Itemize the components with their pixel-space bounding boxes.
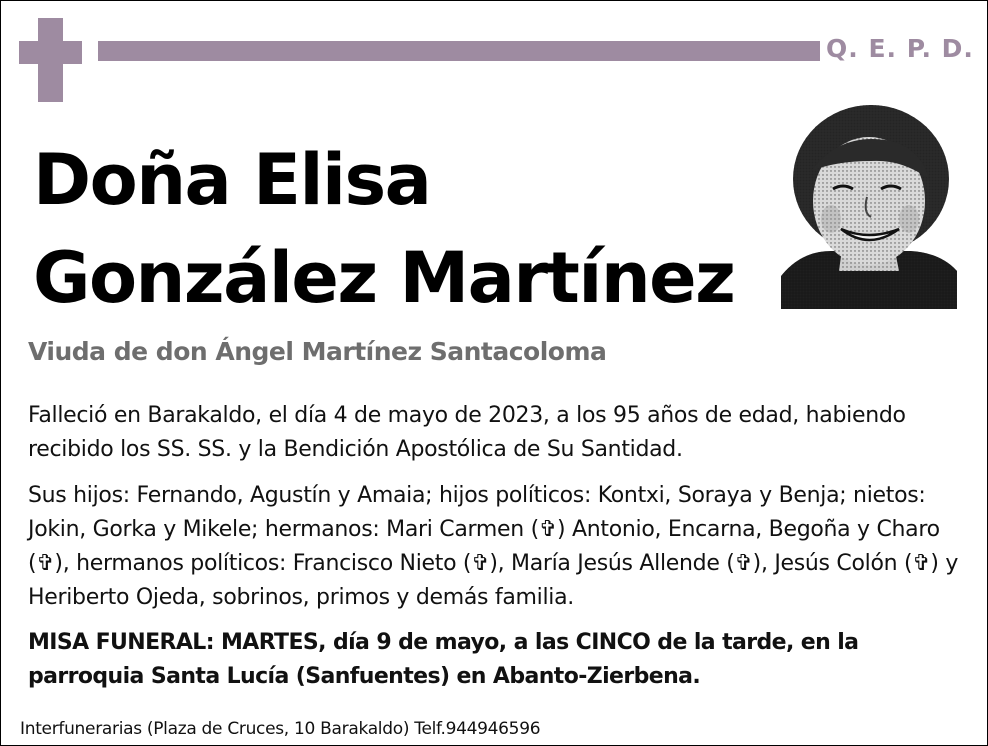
- portrait-photo: [781, 101, 957, 309]
- funeral-home-footer: Interfunerarias (Plaza de Cruces, 10 Barakaldo) Telf.944946596: [20, 719, 541, 739]
- header-bar: [98, 41, 820, 61]
- deceased-name: [33, 131, 773, 327]
- qepd-label: Q. E. P. D.: [826, 34, 974, 63]
- widow-line: Viuda de don Ángel Martínez Santacoloma: [28, 337, 607, 366]
- name-line-2: González Martínez: [33, 237, 735, 319]
- name-line-1: Doña Elisa: [33, 139, 431, 221]
- death-notice-paragraph: Falleció en Barakaldo, el día 4 de mayo de 2023, a los 95 años de edad, habiendo recibido los SS. SS. y la Bendición Apostólica de Su Santidad.: [28, 403, 906, 462]
- cross-icon-arm: [19, 41, 82, 64]
- funeral-mass-paragraph: MISA FUNERAL: MARTES, día 9 de mayo, a las CINCO de la tarde, en la parroquia Santa Lucía (Sanfuentes) en Abanto-Zierbena.: [28, 630, 859, 689]
- family-paragraph: Sus hijos: Fernando, Agustín y Amaia; hijos políticos: Kontxi, Soraya y Benja; nietos: Jokin, Gorka y Mikele; hermanos: Mari Carmen (✞) Antonio, Encarna, Begoña y Charo (✞), hermanos políticos: Francisco Nieto (✞), María Jesús Allende (✞), Jesús Colón (✞) y Heriberto Ojeda, sobrinos, primos y demás familia.: [28, 483, 959, 610]
